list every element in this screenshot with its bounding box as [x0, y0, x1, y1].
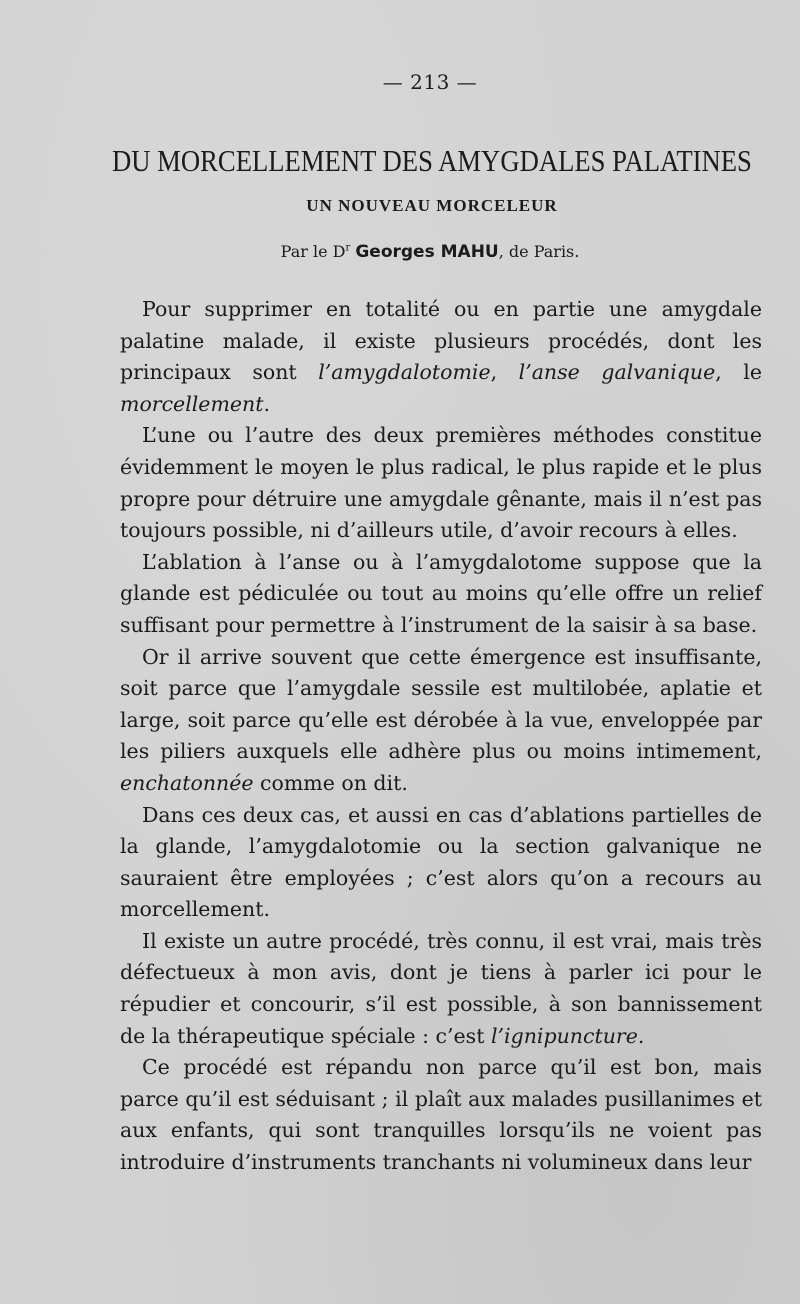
p6-italic-1: l’ignipuncture	[490, 1023, 638, 1048]
p1-text-4: .	[263, 391, 270, 416]
author-name: Georges MAHU	[355, 242, 499, 262]
paragraph-6	[120, 926, 762, 1052]
paragraph-3: L’ablation à l’anse ou à l’amygdalotome suppose que la glande est pédiculée ou tout au moins qu’elle offre un relief suffisant pour permettre à l’instrument de la saisir à sa base.	[120, 549, 762, 637]
p4-text-2: comme on dit.	[253, 770, 408, 795]
p6-text-2: .	[637, 1023, 645, 1048]
p4-text-1: Or il arrive souvent que cette émergence est insuffisante, soit parce que l’amygdale sessile est multilobée, aplatie et large, soit parce qu’elle est dérobée à la vue, enveloppée par les piliers auxquels elle adhère plus ou moins intimement,	[120, 644, 762, 764]
p1-italic-1: l’amygdalotomie	[318, 360, 491, 385]
byline-sup: r	[345, 242, 351, 254]
page-number: — 213 —	[382, 70, 478, 94]
body-text	[120, 294, 762, 1179]
p6-text-1: Il existe un autre procédé, très connu, il est vrai, mais très défectueux à mon avis, dont je tiens à parler ici pour le répudier et concourir, s’il est possible, à son bannissement de la thérapeutique spéciale : c’est	[120, 928, 762, 1048]
byline-prefix: Par le D	[280, 242, 346, 261]
byline-suffix: , de Paris.	[498, 242, 580, 261]
paragraph-7: Ce procédé est répandu non parce qu’il est bon, mais parce qu’il est séduisant ; il plaît aux malades pusillanimes et aux enfants, qui sont tranquilles lorsqu’ils ne voient pas introduire d’instruments tranchants ni volumineux dans leur	[120, 1055, 762, 1175]
p1-italic-3: morcellement	[120, 391, 264, 416]
p1-text-2: ,	[490, 360, 519, 385]
article-subtitle: UN NOUVEAU MORCELEUR	[306, 196, 558, 215]
paragraph-5: Dans ces deux cas, et aussi en cas d’ablations partielles de la glande, l’amygdalotomie ou la section galvanique ne sauraient être employées ; c’est alors qu’on a recours au morcellement.	[120, 802, 762, 922]
p1-text-3: , le	[715, 360, 762, 385]
paragraph-2: L’une ou l’autre des deux premières méthodes constitue évidemment le moyen le plus radical, le plus rapide et le plus propre pour détruire une amygdale gênante, mais il n’est pas toujours possible, ni d’ailleurs utile, d’avoir recours à elles.	[120, 423, 762, 543]
paragraph-4	[120, 642, 762, 800]
byline	[0, 242, 800, 262]
p4-italic-1: enchatonnée	[120, 770, 254, 795]
article-title: DU MORCELLEMENT DES AMYGDALES PALATINES	[112, 143, 752, 178]
p1-italic-2: l’anse galvanique	[518, 360, 716, 385]
p1-text-1: Pour supprimer en totalité ou en partie une amygdale palatine malade, il existe plusieurs procédés, dont les principaux sont	[120, 297, 762, 385]
paragraph-1	[120, 294, 762, 420]
